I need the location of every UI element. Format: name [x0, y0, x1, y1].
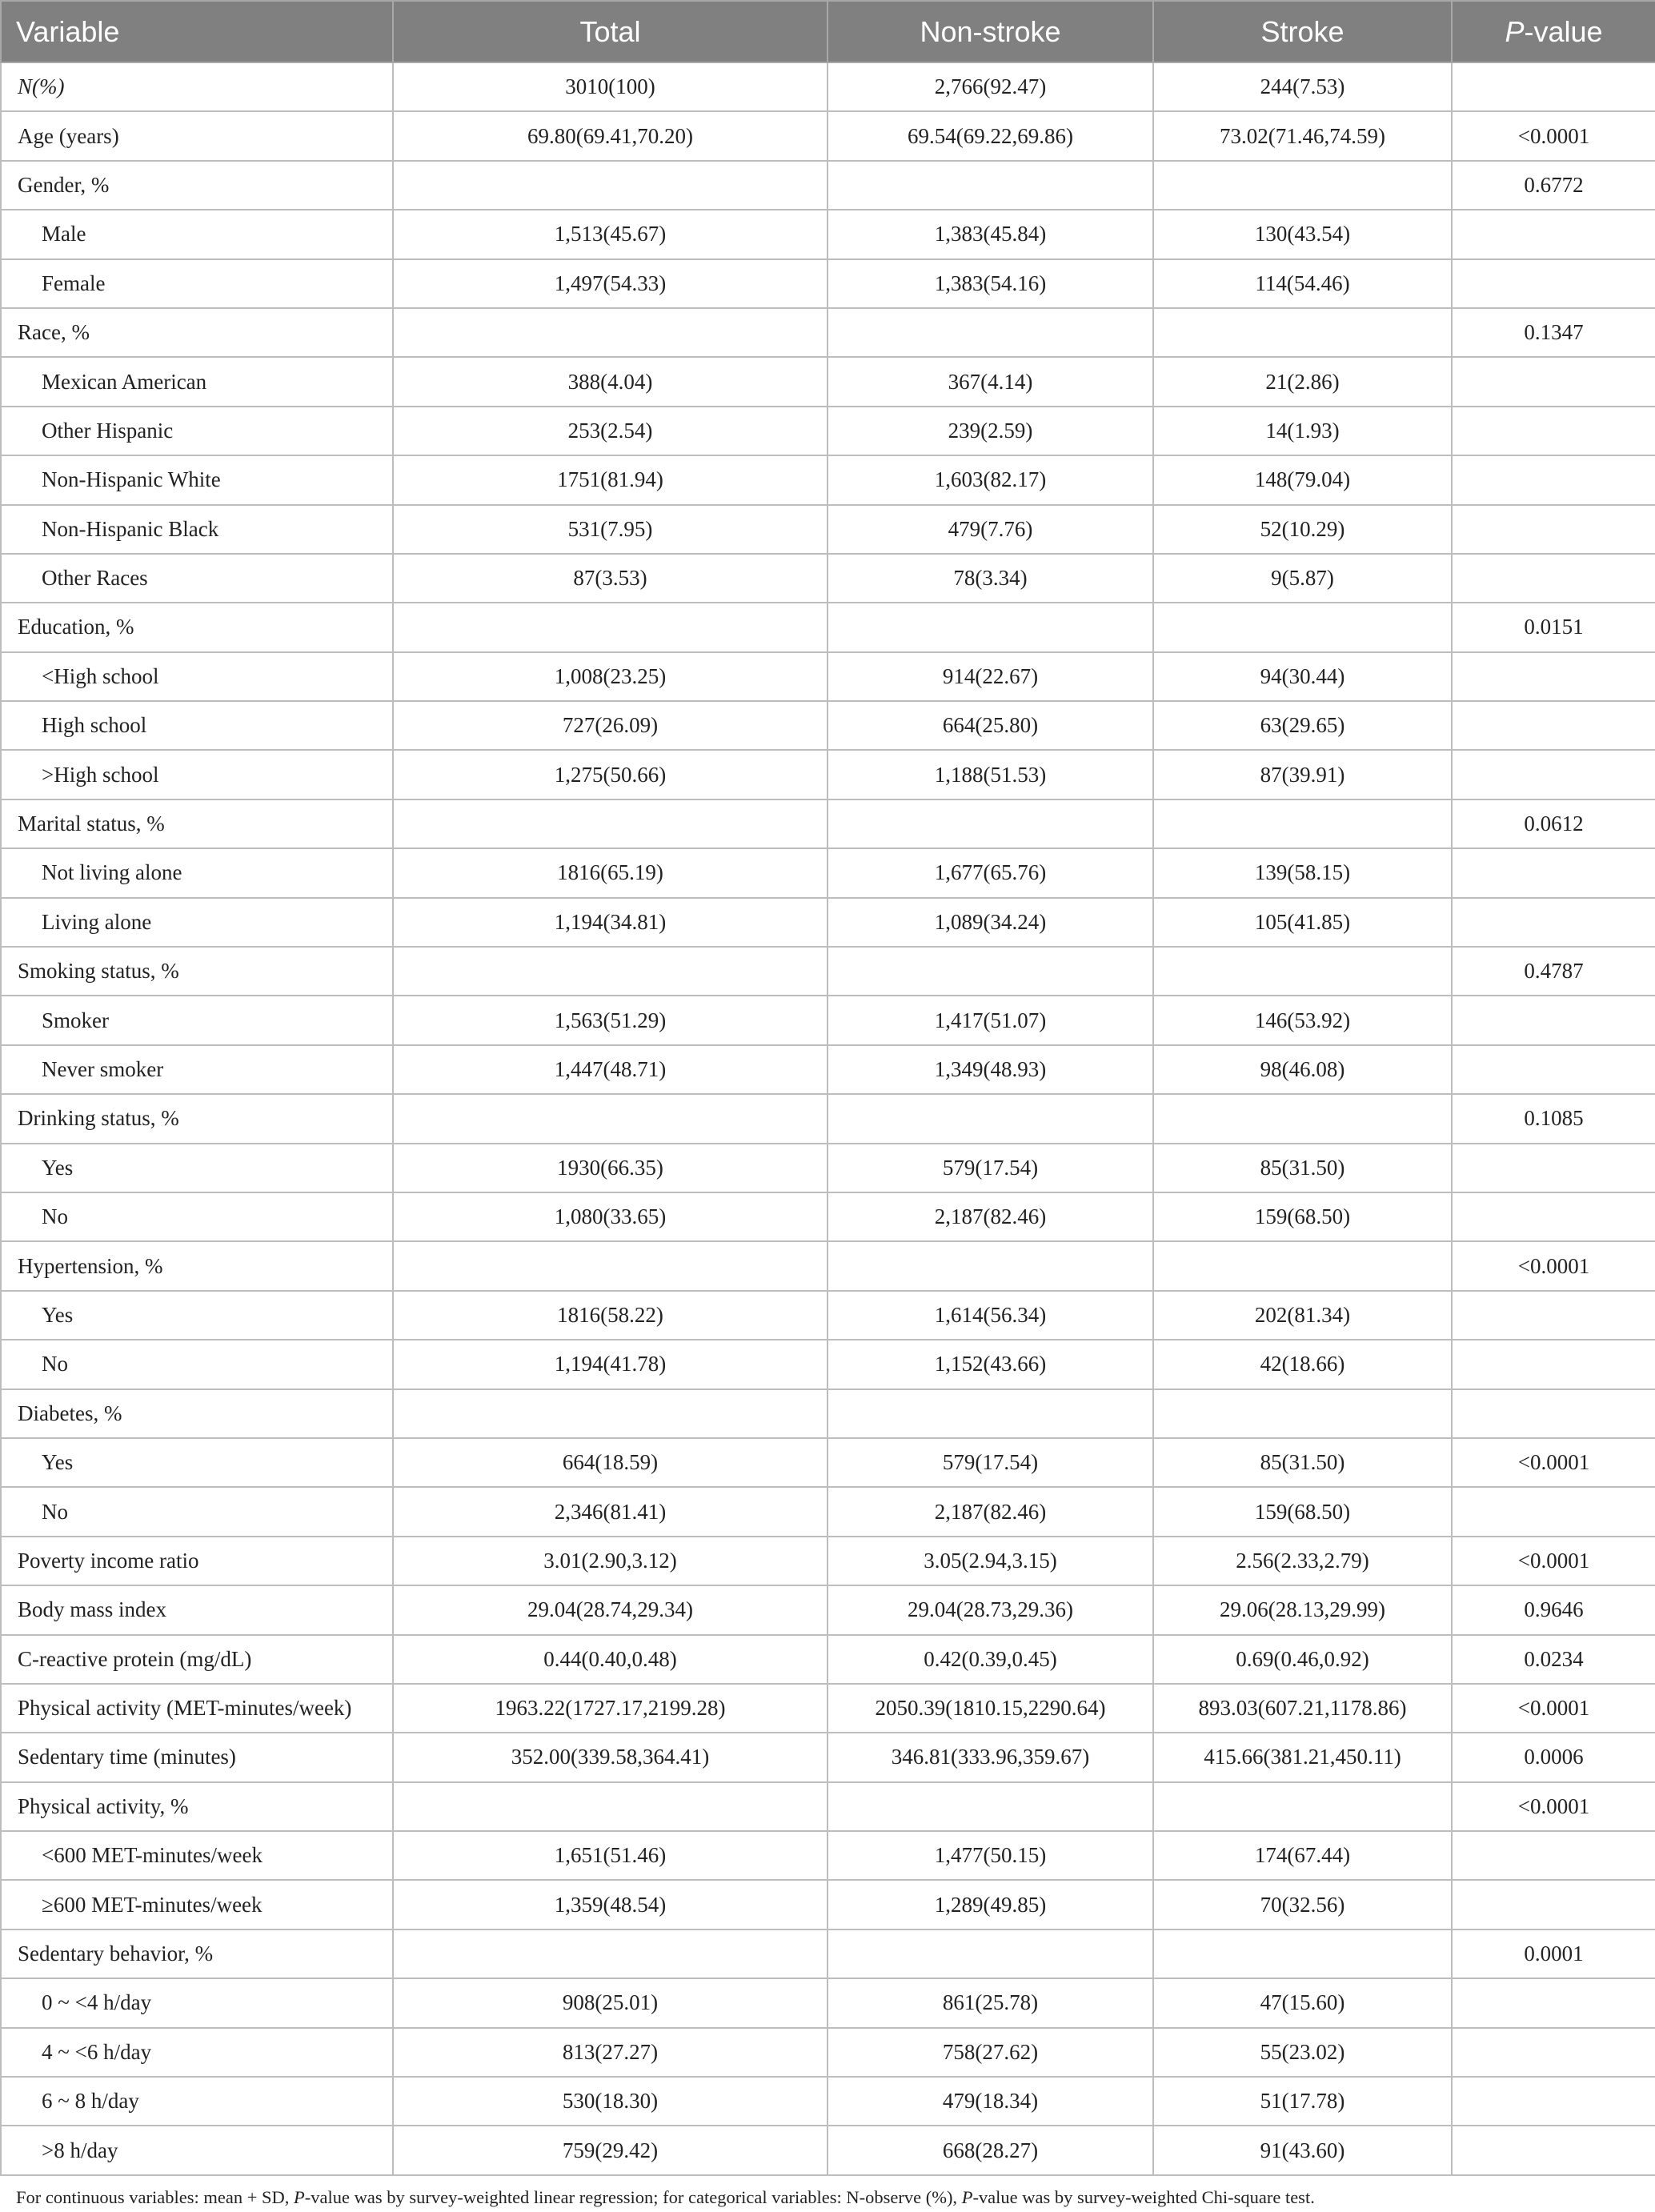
cell-variable: No [1, 1487, 393, 1536]
cell-stroke: 105(41.85) [1153, 898, 1452, 947]
cell-total: 1,651(51.46) [393, 1831, 828, 1880]
table-row [1, 1438, 1655, 1487]
cell-stroke: 21(2.86) [1153, 357, 1452, 406]
cell-total: 388(4.04) [393, 357, 828, 406]
cell-p-value: 0.0612 [1452, 799, 1655, 848]
cell-variable: Sedentary time (minutes) [1, 1733, 393, 1781]
cell-variable: Non-Hispanic White [1, 455, 393, 504]
cell-variable: Poverty income ratio [1, 1537, 393, 1585]
cell-total: 1751(81.94) [393, 455, 828, 504]
cell-p-value [1452, 1487, 1655, 1536]
cell-non-stroke: 479(18.34) [828, 2077, 1153, 2126]
cell-non-stroke [828, 1389, 1153, 1438]
cell-variable: >8 h/day [1, 2126, 393, 2174]
table-row [1, 1045, 1655, 1094]
cell-non-stroke: 579(17.54) [828, 1144, 1153, 1192]
cell-stroke [1153, 603, 1452, 651]
table-row [1, 259, 1655, 308]
cell-non-stroke: 664(25.80) [828, 701, 1153, 750]
footnote-part3: -value was by survey-weighted Chi-square test. [972, 2187, 1315, 2207]
footnote-part1: For continuous variables: mean + SD, [16, 2187, 295, 2207]
cell-variable: Living alone [1, 898, 393, 947]
cell-stroke: 42(18.66) [1153, 1340, 1452, 1389]
table-row [1, 750, 1655, 799]
cell-variable: Sedentary behavior, % [1, 1929, 393, 1978]
cell-stroke: 55(23.02) [1153, 2028, 1452, 2077]
cell-variable: Yes [1, 1291, 393, 1340]
cell-p-value [1452, 407, 1655, 455]
table-row [1, 1880, 1655, 1929]
table-row [1, 62, 1655, 111]
cell-total [393, 603, 828, 651]
table-row [1, 505, 1655, 554]
cell-p-value [1452, 2126, 1655, 2174]
cell-stroke [1153, 1389, 1452, 1438]
cell-p-value: 0.4787 [1452, 947, 1655, 996]
cell-variable: <600 MET-minutes/week [1, 1831, 393, 1880]
cell-non-stroke [828, 161, 1153, 210]
table-row [1, 1929, 1655, 1978]
cell-p-value: <0.0001 [1452, 1241, 1655, 1290]
table-row [1, 1635, 1655, 1684]
cell-stroke [1153, 947, 1452, 996]
table-row [1, 799, 1655, 848]
cell-total: 1,080(33.65) [393, 1192, 828, 1241]
cell-stroke: 0.69(0.46,0.92) [1153, 1635, 1452, 1684]
cell-p-value [1452, 1291, 1655, 1340]
table-row [1, 1340, 1655, 1389]
cell-non-stroke [828, 799, 1153, 848]
cell-non-stroke [828, 1094, 1153, 1143]
cell-p-value [1452, 1045, 1655, 1094]
cell-total: 759(29.42) [393, 2126, 828, 2174]
cell-variable: Body mass index [1, 1585, 393, 1634]
cell-p-value: <0.0001 [1452, 1684, 1655, 1733]
cell-total [393, 161, 828, 210]
cell-stroke: 159(68.50) [1153, 1487, 1452, 1536]
cell-variable: Hypertension, % [1, 1241, 393, 1290]
cell-p-value: <0.0001 [1452, 1438, 1655, 1487]
cell-variable: ≥600 MET-minutes/week [1, 1880, 393, 1929]
cell-non-stroke: 758(27.62) [828, 2028, 1153, 2077]
cell-stroke: 139(58.15) [1153, 848, 1452, 897]
cell-total: 1,447(48.71) [393, 1045, 828, 1094]
cell-stroke: 85(31.50) [1153, 1144, 1452, 1192]
cell-p-value [1452, 652, 1655, 701]
cell-stroke: 148(79.04) [1153, 455, 1452, 504]
cell-p-value: <0.0001 [1452, 111, 1655, 160]
header-stroke: Stroke [1153, 1, 1452, 62]
cell-non-stroke: 239(2.59) [828, 407, 1153, 455]
cell-total: 1930(66.35) [393, 1144, 828, 1192]
cell-non-stroke: 346.81(333.96,359.67) [828, 1733, 1153, 1781]
cell-total: 1,359(48.54) [393, 1880, 828, 1929]
cell-non-stroke: 579(17.54) [828, 1438, 1153, 1487]
cell-stroke: 174(67.44) [1153, 1831, 1452, 1880]
cell-non-stroke [828, 947, 1153, 996]
cell-total: 1,563(51.29) [393, 996, 828, 1044]
cell-total: 2,346(81.41) [393, 1487, 828, 1536]
cell-non-stroke [828, 603, 1153, 651]
cell-non-stroke: 2,187(82.46) [828, 1487, 1153, 1536]
cell-stroke: 146(53.92) [1153, 996, 1452, 1044]
cell-total: 253(2.54) [393, 407, 828, 455]
table-row [1, 1585, 1655, 1634]
table-row [1, 1684, 1655, 1733]
cell-non-stroke: 2,766(92.47) [828, 62, 1153, 111]
cell-variable: No [1, 1192, 393, 1241]
table-row [1, 1733, 1655, 1781]
cell-total: 1816(58.22) [393, 1291, 828, 1340]
cell-total [393, 799, 828, 848]
cell-p-value [1452, 554, 1655, 603]
table-row [1, 1978, 1655, 2027]
cell-variable: Smoking status, % [1, 947, 393, 996]
cell-total: 3010(100) [393, 62, 828, 111]
table-body [1, 62, 1655, 2175]
cell-variable: Education, % [1, 603, 393, 651]
cell-variable: Race, % [1, 308, 393, 357]
cell-non-stroke: 0.42(0.39,0.45) [828, 1635, 1153, 1684]
cell-variable: Physical activity (MET-minutes/week) [1, 1684, 393, 1733]
table-row [1, 603, 1655, 651]
cell-non-stroke: 1,603(82.17) [828, 455, 1153, 504]
cell-variable: Diabetes, % [1, 1389, 393, 1438]
cell-stroke: 159(68.50) [1153, 1192, 1452, 1241]
cell-stroke: 94(30.44) [1153, 652, 1452, 701]
cell-non-stroke: 1,089(34.24) [828, 898, 1153, 947]
cell-p-value [1452, 1144, 1655, 1192]
table-row [1, 1782, 1655, 1831]
cell-non-stroke: 3.05(2.94,3.15) [828, 1537, 1153, 1585]
cell-non-stroke: 2,187(82.46) [828, 1192, 1153, 1241]
cell-non-stroke: 78(3.34) [828, 554, 1153, 603]
cell-p-value: <0.0001 [1452, 1537, 1655, 1585]
cell-total: 29.04(28.74,29.34) [393, 1585, 828, 1634]
cell-non-stroke: 1,614(56.34) [828, 1291, 1153, 1340]
header-total: Total [393, 1, 828, 62]
cell-total: 69.80(69.41,70.20) [393, 111, 828, 160]
cell-total: 1,008(23.25) [393, 652, 828, 701]
cell-p-value [1452, 1192, 1655, 1241]
table-row [1, 1192, 1655, 1241]
cell-variable: Female [1, 259, 393, 308]
cell-variable: Non-Hispanic Black [1, 505, 393, 554]
cell-p-value: 0.0234 [1452, 1635, 1655, 1684]
cell-p-value [1452, 750, 1655, 799]
cell-total: 664(18.59) [393, 1438, 828, 1487]
table-row [1, 1537, 1655, 1585]
cell-variable: 4 ~ <6 h/day [1, 2028, 393, 2077]
cell-total [393, 1389, 828, 1438]
header-variable: Variable [1, 1, 393, 62]
cell-non-stroke: 1,677(65.76) [828, 848, 1153, 897]
cell-stroke: 73.02(71.46,74.59) [1153, 111, 1452, 160]
cell-non-stroke: 479(7.76) [828, 505, 1153, 554]
cell-non-stroke: 367(4.14) [828, 357, 1153, 406]
cell-total: 1,497(54.33) [393, 259, 828, 308]
cell-non-stroke: 1,152(43.66) [828, 1340, 1153, 1389]
cell-p-value [1452, 1340, 1655, 1389]
cell-total [393, 947, 828, 996]
table-row [1, 2077, 1655, 2126]
cell-stroke [1153, 1241, 1452, 1290]
cell-total: 1,513(45.67) [393, 210, 828, 258]
cell-p-value [1452, 996, 1655, 1044]
cell-stroke: 87(39.91) [1153, 750, 1452, 799]
cell-stroke: 91(43.60) [1153, 2126, 1452, 2174]
cell-stroke: 51(17.78) [1153, 2077, 1452, 2126]
footnote-p2: P [961, 2187, 973, 2207]
cell-total [393, 1782, 828, 1831]
cell-stroke: 893.03(607.21,1178.86) [1153, 1684, 1452, 1733]
cell-variable: 6 ~ 8 h/day [1, 2077, 393, 2126]
cell-variable: Male [1, 210, 393, 258]
cell-total: 813(27.27) [393, 2028, 828, 2077]
table-row [1, 898, 1655, 947]
table-row [1, 1487, 1655, 1536]
cell-non-stroke: 1,289(49.85) [828, 1880, 1153, 1929]
cell-p-value [1452, 62, 1655, 111]
table-row [1, 1291, 1655, 1340]
cell-p-value [1452, 357, 1655, 406]
cell-total: 531(7.95) [393, 505, 828, 554]
header-p-rest: -value [1524, 14, 1603, 48]
cell-p-value: 0.0001 [1452, 1929, 1655, 1978]
cell-p-value: <0.0001 [1452, 1782, 1655, 1831]
table-row [1, 1144, 1655, 1192]
cell-p-value: 0.6772 [1452, 161, 1655, 210]
cell-p-value [1452, 2028, 1655, 2077]
cell-total: 3.01(2.90,3.12) [393, 1537, 828, 1585]
cell-total: 1,275(50.66) [393, 750, 828, 799]
cell-stroke: 29.06(28.13,29.99) [1153, 1585, 1452, 1634]
cell-total [393, 1241, 828, 1290]
cell-non-stroke: 668(28.27) [828, 2126, 1153, 2174]
header-non-stroke: Non-stroke [828, 1, 1153, 62]
table-footnote [16, 2187, 1315, 2208]
cell-non-stroke: 1,417(51.07) [828, 996, 1153, 1044]
table-row [1, 996, 1655, 1044]
header-p-value [1452, 1, 1655, 62]
table-row [1, 2028, 1655, 2077]
cell-stroke: 52(10.29) [1153, 505, 1452, 554]
cell-total: 1963.22(1727.17,2199.28) [393, 1684, 828, 1733]
cell-non-stroke [828, 1241, 1153, 1290]
cell-variable: Smoker [1, 996, 393, 1044]
cell-stroke: 114(54.46) [1153, 259, 1452, 308]
cell-total: 1816(65.19) [393, 848, 828, 897]
cell-stroke: 98(46.08) [1153, 1045, 1452, 1094]
table-row [1, 1241, 1655, 1290]
footnote-p1: P [294, 2187, 305, 2207]
cell-p-value: 0.9646 [1452, 1585, 1655, 1634]
cell-stroke [1153, 799, 1452, 848]
cell-p-value: 0.1347 [1452, 308, 1655, 357]
cell-variable: Yes [1, 1144, 393, 1192]
cell-non-stroke [828, 1929, 1153, 1978]
cell-variable: Not living alone [1, 848, 393, 897]
table-row [1, 1831, 1655, 1880]
cell-p-value [1452, 848, 1655, 897]
cell-total [393, 1094, 828, 1143]
cell-variable: Gender, % [1, 161, 393, 210]
cell-variable: Age (years) [1, 111, 393, 160]
cell-stroke: 14(1.93) [1153, 407, 1452, 455]
cell-non-stroke [828, 308, 1153, 357]
cell-stroke [1153, 1782, 1452, 1831]
cell-total: 352.00(339.58,364.41) [393, 1733, 828, 1781]
cell-non-stroke: 69.54(69.22,69.86) [828, 111, 1153, 160]
table-row [1, 407, 1655, 455]
cell-variable: No [1, 1340, 393, 1389]
cell-stroke [1153, 308, 1452, 357]
cell-variable: C-reactive protein (mg/dL) [1, 1635, 393, 1684]
table-row [1, 455, 1655, 504]
table-row [1, 357, 1655, 406]
table-row [1, 701, 1655, 750]
table-row [1, 308, 1655, 357]
cell-total: 530(18.30) [393, 2077, 828, 2126]
cell-p-value [1452, 505, 1655, 554]
cell-variable: >High school [1, 750, 393, 799]
cell-total: 0.44(0.40,0.48) [393, 1635, 828, 1684]
table-row [1, 2126, 1655, 2174]
cell-stroke: 9(5.87) [1153, 554, 1452, 603]
cell-p-value [1452, 1880, 1655, 1929]
table-row [1, 1094, 1655, 1143]
cell-p-value [1452, 210, 1655, 258]
header-p-italic: P [1505, 14, 1525, 48]
cell-variable: Other Races [1, 554, 393, 603]
cell-non-stroke: 1,383(54.16) [828, 259, 1153, 308]
table-row [1, 848, 1655, 897]
cell-stroke: 415.66(381.21,450.11) [1153, 1733, 1452, 1781]
cell-p-value [1452, 259, 1655, 308]
footnote-part2: -value was by survey-weighted linear regression; for categorical variables: N-observe (%), [304, 2187, 962, 2207]
cell-total: 1,194(41.78) [393, 1340, 828, 1389]
cell-variable: <High school [1, 652, 393, 701]
cell-total [393, 308, 828, 357]
cell-non-stroke: 861(25.78) [828, 1978, 1153, 2027]
cell-non-stroke: 1,188(51.53) [828, 750, 1153, 799]
cell-p-value [1452, 1389, 1655, 1438]
cell-stroke: 47(15.60) [1153, 1978, 1452, 2027]
cell-p-value [1452, 1831, 1655, 1880]
cell-non-stroke: 1,477(50.15) [828, 1831, 1153, 1880]
cell-stroke: 85(31.50) [1153, 1438, 1452, 1487]
cell-stroke: 70(32.56) [1153, 1880, 1452, 1929]
cell-non-stroke: 29.04(28.73,29.36) [828, 1585, 1153, 1634]
cell-variable: Drinking status, % [1, 1094, 393, 1143]
cell-non-stroke: 914(22.67) [828, 652, 1153, 701]
cell-p-value [1452, 2077, 1655, 2126]
cell-variable: High school [1, 701, 393, 750]
cell-stroke [1153, 1929, 1452, 1978]
cell-stroke: 130(43.54) [1153, 210, 1452, 258]
cell-stroke: 2.56(2.33,2.79) [1153, 1537, 1452, 1585]
cell-variable: Never smoker [1, 1045, 393, 1094]
cell-p-value [1452, 1978, 1655, 2027]
cell-variable: Mexican American [1, 357, 393, 406]
cell-variable: Other Hispanic [1, 407, 393, 455]
cell-total: 908(25.01) [393, 1978, 828, 2027]
cell-variable: Physical activity, % [1, 1782, 393, 1831]
cell-stroke: 244(7.53) [1153, 62, 1452, 111]
cell-p-value: 0.0151 [1452, 603, 1655, 651]
cell-non-stroke: 2050.39(1810.15,2290.64) [828, 1684, 1153, 1733]
cell-total: 87(3.53) [393, 554, 828, 603]
table-row [1, 652, 1655, 701]
cell-total [393, 1929, 828, 1978]
cell-variable: 0 ~ <4 h/day [1, 1978, 393, 2027]
table-row [1, 111, 1655, 160]
cell-total: 1,194(34.81) [393, 898, 828, 947]
cell-stroke [1153, 1094, 1452, 1143]
cell-total: 727(26.09) [393, 701, 828, 750]
cell-p-value [1452, 701, 1655, 750]
cell-stroke: 63(29.65) [1153, 701, 1452, 750]
table-row [1, 947, 1655, 996]
cell-p-value [1452, 455, 1655, 504]
cell-variable: Marital status, % [1, 799, 393, 848]
table-row [1, 1389, 1655, 1438]
cell-non-stroke: 1,383(45.84) [828, 210, 1153, 258]
cell-variable: N(%) [1, 62, 393, 111]
cell-p-value: 0.0006 [1452, 1733, 1655, 1781]
table-row [1, 210, 1655, 258]
cell-non-stroke [828, 1782, 1153, 1831]
table-row [1, 554, 1655, 603]
cell-stroke [1153, 161, 1452, 210]
table-header-row [1, 1, 1655, 62]
cell-stroke: 202(81.34) [1153, 1291, 1452, 1340]
table-row [1, 161, 1655, 210]
cell-variable: Yes [1, 1438, 393, 1487]
cell-p-value: 0.1085 [1452, 1094, 1655, 1143]
cell-non-stroke: 1,349(48.93) [828, 1045, 1153, 1094]
cell-p-value [1452, 898, 1655, 947]
